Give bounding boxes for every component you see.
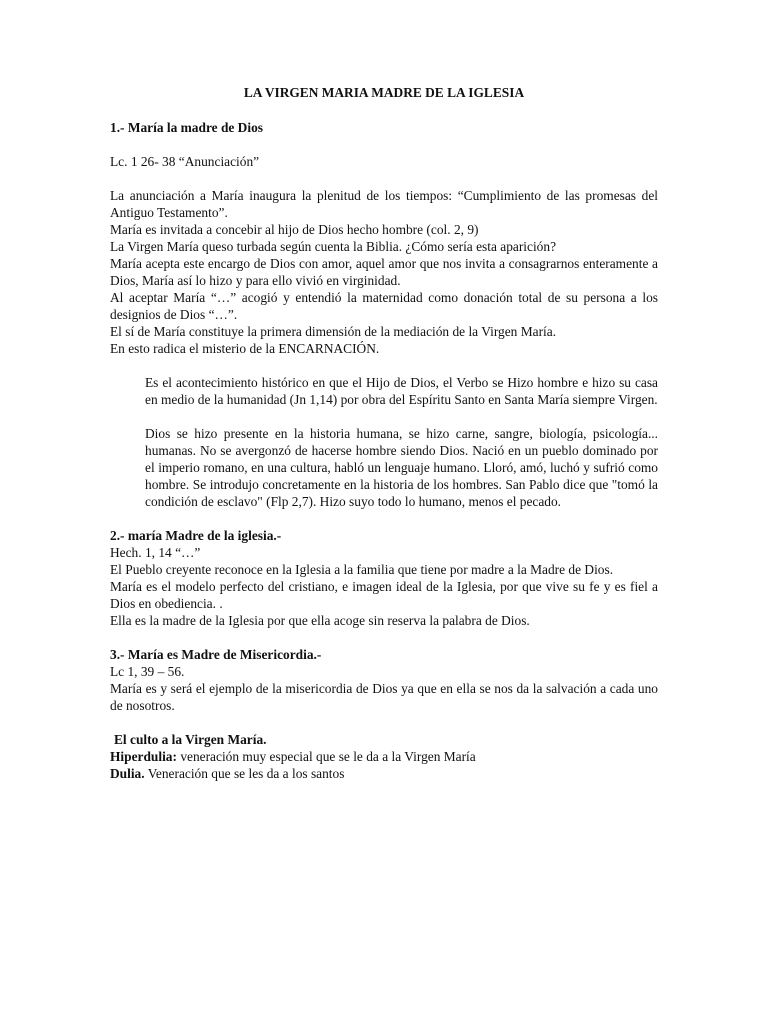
paragraph: El sí de María constituye la primera dimensión de la mediación de la Virgen María. <box>110 324 557 339</box>
indented-paragraph: Es el acontecimiento histórico en que el Hijo de Dios, el Verbo se Hizo hombre e hizo su casa en medio de la humanidad (Jn 1,14) por obra del Espíritu Santo en Santa María siempre Virgen. <box>145 375 658 407</box>
definition-term: Dulia. <box>110 766 145 781</box>
paragraph: Al aceptar María “…” acogió y entendió la maternidad como donación total de su persona a los designios de Dios “…”. <box>110 290 658 322</box>
definition-text: veneración muy especial que se le da a la Virgen María <box>176 749 476 764</box>
paragraph: En esto radica el misterio de la ENCARNACIÓN. <box>110 341 380 356</box>
section-heading: 2.- maría Madre de la iglesia.- <box>110 528 282 543</box>
bible-reference: Lc. 1 26- 38 “Anunciación” <box>110 154 260 169</box>
paragraph: La Virgen María queso turbada según cuenta la Biblia. ¿Cómo sería esta aparición? <box>110 239 557 254</box>
indented-paragraph: Dios se hizo presente en la historia humana, se hizo carne, sangre, biología, psicología... humanas. No se avergonzó de hacerse hombre siendo Dios. Nació en un pueblo dominado por el imperio romano, en una cultura, habló un lenguaje humano. Lloró, amó, luchó y sufrió como hombre. Se introdujo concretamente en la historia de los hombres. San Pablo dice que "tomó la condición de esclavo" (Flp 2,7). Hizo suyo todo lo humano, menos el pecado. <box>145 426 658 509</box>
paragraph: María es el modelo perfecto del cristiano, e imagen ideal de la Iglesia, por que vive su fe y es fiel a Dios en obediencia. . <box>110 579 658 611</box>
paragraph: La anunciación a María inaugura la plenitud de los tiempos: “Cumplimiento de las promesas del Antiguo Testamento”. <box>110 188 658 220</box>
definition-text: Veneración que se les da a los santos <box>144 766 345 781</box>
definition-item <box>110 748 658 765</box>
paragraph: El Pueblo creyente reconoce en la Iglesia a la familia que tiene por madre a la Madre de Dios. <box>110 562 614 577</box>
paragraph: Ella es la madre de la Iglesia por que ella acoge sin reserva la palabra de Dios. <box>110 613 530 628</box>
section-heading: El culto a la Virgen María. <box>114 732 267 747</box>
section-heading: 1.- María la madre de Dios <box>110 120 263 135</box>
document-title: LA VIRGEN MARIA MADRE DE LA IGLESIA <box>243 85 525 100</box>
definition-item <box>110 765 658 782</box>
document-body <box>110 84 658 782</box>
paragraph: María es y será el ejemplo de la misericordia de Dios ya que en ella se nos da la salvación a cada uno de nosotros. <box>110 681 658 713</box>
definition-term: Hiperdulia: <box>110 749 177 764</box>
bible-reference: Hech. 1, 14 “…” <box>110 545 201 560</box>
paragraph: María es invitada a concebir al hijo de Dios hecho hombre (col. 2, 9) <box>110 222 479 237</box>
paragraph: María acepta este encargo de Dios con amor, aquel amor que nos invita a consagrarnos enteramente a Dios, María así lo hizo y para ello vivió en virginidad. <box>110 256 658 288</box>
section-heading: 3.- María es Madre de Misericordia.- <box>110 647 322 662</box>
bible-reference: Lc 1, 39 – 56. <box>110 664 185 679</box>
